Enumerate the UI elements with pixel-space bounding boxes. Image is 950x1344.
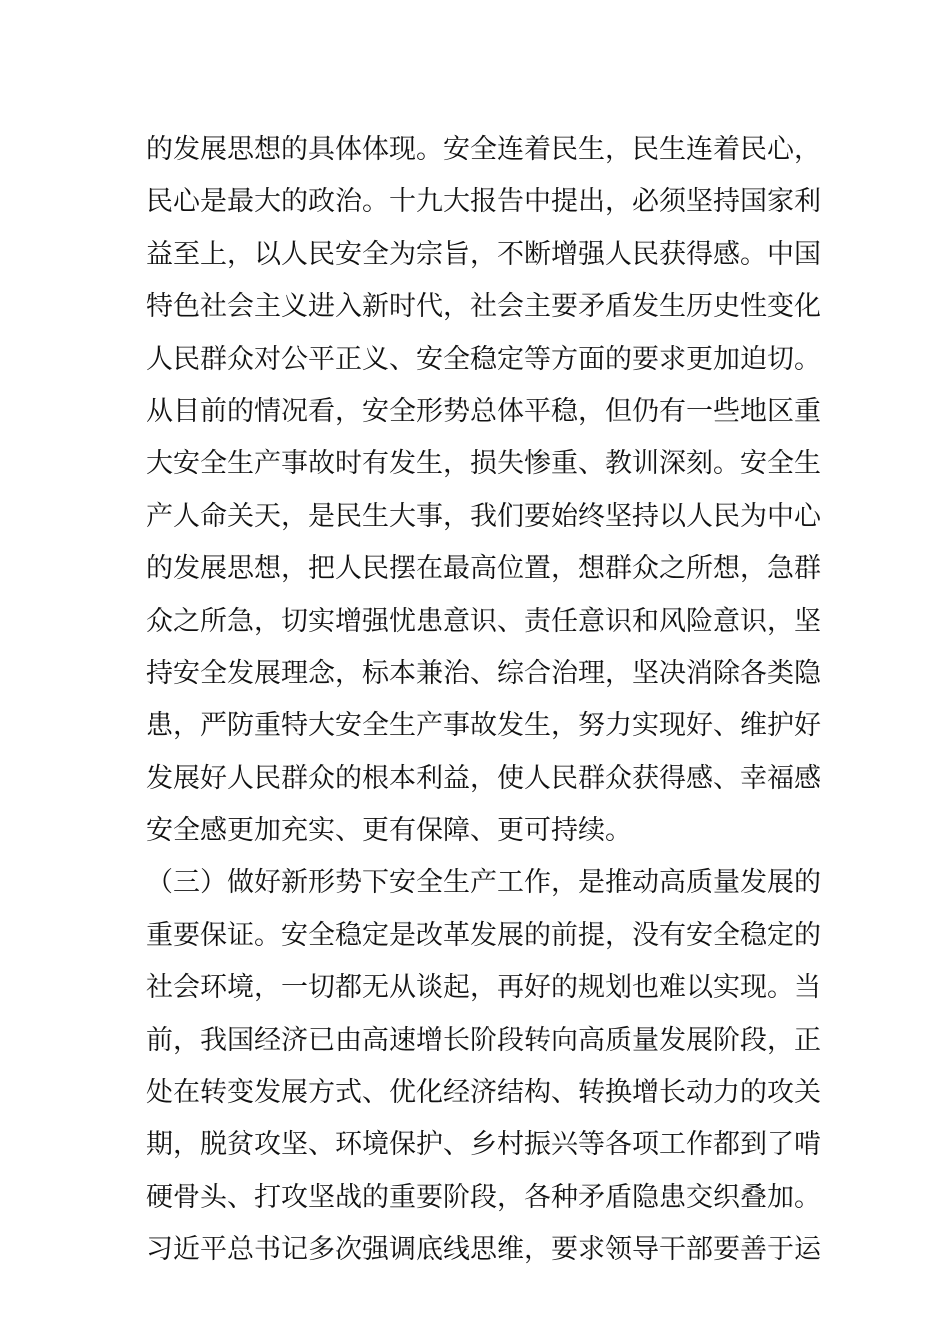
text-line: 患，严防重特大安全生产事故发生，努力实现好、维护好 (146, 710, 821, 742)
text-line: 期，脱贫攻坚、环境保护、乡村振兴等各项工作都到了啃 (146, 1129, 821, 1161)
text-line: 产人命关天，是民生大事，我们要始终坚持以人民为中心 (146, 500, 821, 532)
text-line: 习近平总书记多次强调底线思维，要求领导干部要善于运 (146, 1234, 821, 1266)
text-line: 社会环境，一切都无从谈起，再好的规划也难以实现。当 (146, 972, 821, 1004)
body-text (146, 124, 821, 1277)
section-heading-line: （三）做好新形势下安全生产工作，是推动高质量发展的 (146, 867, 821, 899)
text-line: 前，我国经济已由高速增长阶段转向高质量发展阶段，正 (146, 1024, 821, 1056)
paragraph-last-line: 安全感更加充实、更有保障、更可持续。 (146, 815, 632, 847)
text-line: 民心是最大的政治。十九大报告中提出，必须坚持国家利 (146, 186, 821, 218)
text-line: 发展好人民群众的根本利益，使人民群众获得感、幸福感 (146, 762, 821, 794)
text-line: 硬骨头、打攻坚战的重要阶段，各种矛盾隐患交织叠加。 (146, 1181, 821, 1213)
text-line: 的发展思想的具体体现。安全连着民生，民生连着民心， (146, 134, 821, 165)
text-line: 处在转变发展方式、优化经济结构、转换增长动力的攻关 (146, 1077, 821, 1109)
text-line: 的发展思想，把人民摆在最高位置，想群众之所想，急群 (146, 553, 821, 585)
text-line: 特色社会主义进入新时代，社会主要矛盾发生历史性变化 (146, 291, 821, 323)
text-line: 重要保证。安全稳定是改革发展的前提，没有安全稳定的 (146, 919, 821, 951)
text-line: 人民群众对公平正义、安全稳定等方面的要求更加迫切。 (146, 343, 821, 375)
text-line: 从目前的情况看，安全形势总体平稳，但仍有一些地区重 (146, 395, 821, 427)
text-line: 益至上，以人民安全为宗旨，不断增强人民获得感。中国 (146, 238, 821, 270)
text-line: 持安全发展理念，标本兼治、综合治理，坚决消除各类隐 (146, 657, 821, 689)
text-line: 众之所急，切实增强忧患意识、责任意识和风险意识，坚 (146, 605, 821, 637)
text-line: 大安全生产事故时有发生，损失惨重、教训深刻。安全生 (146, 448, 821, 480)
